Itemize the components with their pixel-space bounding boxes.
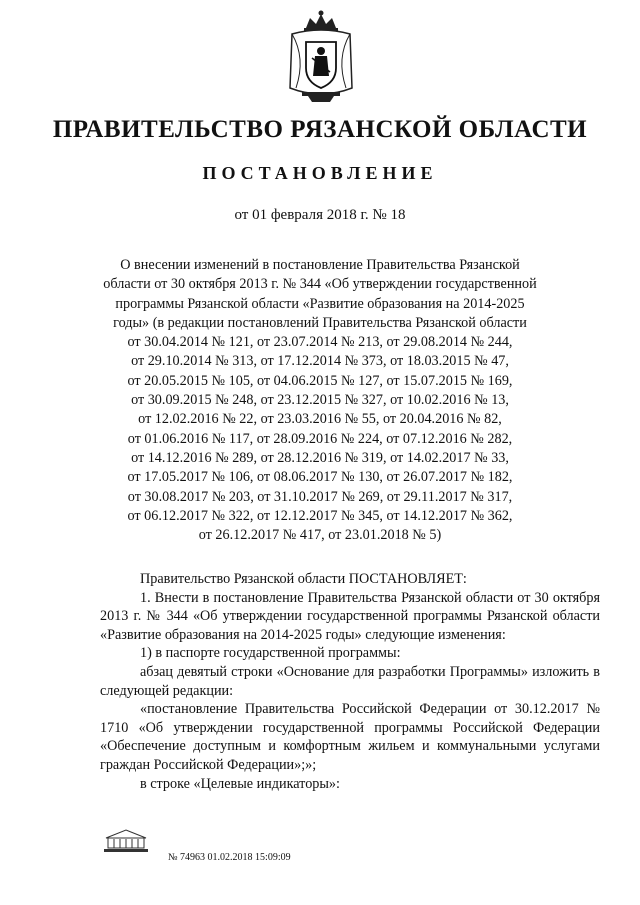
paragraph-ninth-line: абзац девятый строки «Основание для разработки Программы» изложить в следующей редакции: — [100, 663, 600, 699]
resolution-statement: Правительство Рязанской области ПОСТАНОВЛЯЕТ: — [140, 571, 467, 587]
government-title: ПРАВИТЕЛЬСТВО РЯЗАНСКОЙ ОБЛАСТИ — [52, 116, 588, 143]
paragraph-target-indicators: в строке «Целевые индикаторы»: — [140, 775, 340, 792]
document-body — [100, 570, 600, 793]
document-subject — [100, 256, 540, 545]
subject-line: от 29.10.2014 № 313, от 17.12.2014 № 373, от 18.03.2015 № 47, — [131, 353, 509, 370]
subject-line: от 30.08.2017 № 203, от 31.10.2017 № 269, от 29.11.2017 № 317, — [127, 488, 513, 505]
subclause-1: 1) в паспорте государственной программы: — [140, 645, 401, 662]
coat-of-arms-emblem — [286, 8, 356, 106]
subject-line: от 20.05.2015 № 105, от 04.06.2015 № 127, от 15.07.2015 № 169, — [127, 372, 513, 389]
registration-code: № 74963 01.02.2018 15:09:09 — [168, 852, 291, 863]
subject-line: от 06.12.2017 № 322, от 12.12.2017 № 345, от 14.12.2017 № 362, — [127, 507, 513, 524]
subject-line: программы Рязанской области «Развитие образования на 2014-2025 — [115, 295, 525, 312]
subject-line: от 30.04.2014 № 121, от 23.07.2014 № 213, от 29.08.2014 № 244, — [127, 334, 513, 351]
subject-line: от 01.06.2016 № 117, от 28.09.2016 № 224, от 07.12.2016 № 282, — [127, 430, 513, 447]
subject-line: от 14.12.2016 № 289, от 28.12.2016 № 319, от 14.02.2017 № 33, — [131, 449, 509, 466]
paragraph-quoted-text: «постановление Правительства Российской Федерации от 30.12.2017 № 1710 «Об утверждении государственной программы Российской Федерации «Обеспечение доступным и комфортным жильем и коммунальными услугами граждан Российской Федерации»;»; — [100, 701, 600, 773]
subject-line: от 26.12.2017 № 417, от 23.01.2018 № 5) — [198, 527, 442, 544]
subject-line: от 30.09.2015 № 248, от 23.12.2015 № 327, от 10.02.2016 № 13, — [131, 392, 509, 409]
document-date-number: от 01 февраля 2018 г. № 18 — [234, 207, 406, 223]
subject-line: годы» (в редакции постановлений Правительства Рязанской области — [113, 314, 527, 331]
clause-1: 1. Внести в постановление Правительства Рязанской области от 30 октября 2013 г. № 344 «Об утверждении государственной программы Рязанской области «Развитие образования на 2014-2025 годы» следующие изменения: — [100, 589, 600, 643]
document-type: ПОСТАНОВЛЕНИЕ — [202, 163, 438, 183]
subject-line: от 12.02.2016 № 22, от 23.03.2016 № 55, от 20.04.2016 № 82, — [138, 411, 502, 428]
subject-line: от 17.05.2017 № 106, от 08.06.2017 № 130, от 26.07.2017 № 182, — [127, 469, 513, 486]
subject-line: О внесении изменений в постановление Правительства Рязанской — [120, 257, 520, 273]
building-stamp-icon — [100, 826, 152, 854]
subject-line: области от 30 октября 2013 г. № 344 «Об утверждении государственной — [103, 276, 537, 293]
